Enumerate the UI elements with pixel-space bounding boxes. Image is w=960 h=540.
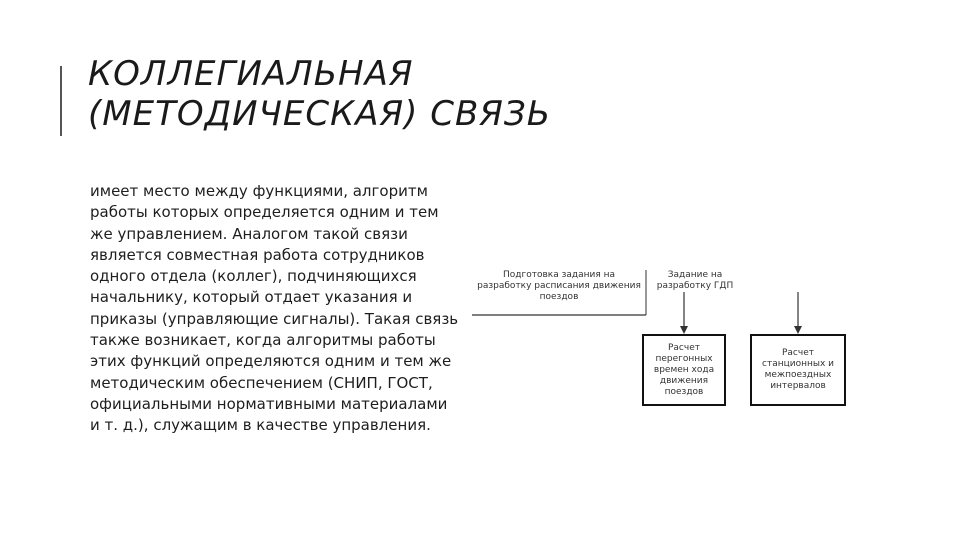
diagram-box-travel-times: Расчет перегонных времен хода движения поездов <box>642 334 726 406</box>
slide-title-line-1: КОЛЛЕГИАЛЬНАЯ <box>88 54 414 94</box>
slide-title <box>88 54 768 134</box>
arrow-left-head <box>680 326 688 334</box>
slide-body-text: имеет место между функциями, алгоритм работы которых определяется одним и тем же управлением. Аналогом такой связи является совместная работа сотрудников одного отдела (коллег), подчиняющихся начальнику, который отдает указания и приказы (управляющие сигналы). Такая связь также возникает, когда алгоритмы работы этих функций определяются одним и тем же методическим обеспечением (СНИП, ГОСТ, официальными нормативными материалами и т. д.), служащим в качестве управления. <box>90 182 459 435</box>
diagram-label-preparation: Подготовка задания на разработку расписания движения поездов <box>477 270 641 302</box>
diagram-label-task: Задание на разработку ГДП <box>656 270 734 291</box>
arrow-right-head <box>794 326 802 334</box>
diagram-box-intervals: Расчет станционных и межпоездных интервалов <box>750 334 846 406</box>
workflow-diagram <box>468 262 848 412</box>
title-accent-bar <box>60 66 62 136</box>
slide-title-line-2: (МЕТОДИЧЕСКАЯ) СВЯЗЬ <box>88 94 552 134</box>
